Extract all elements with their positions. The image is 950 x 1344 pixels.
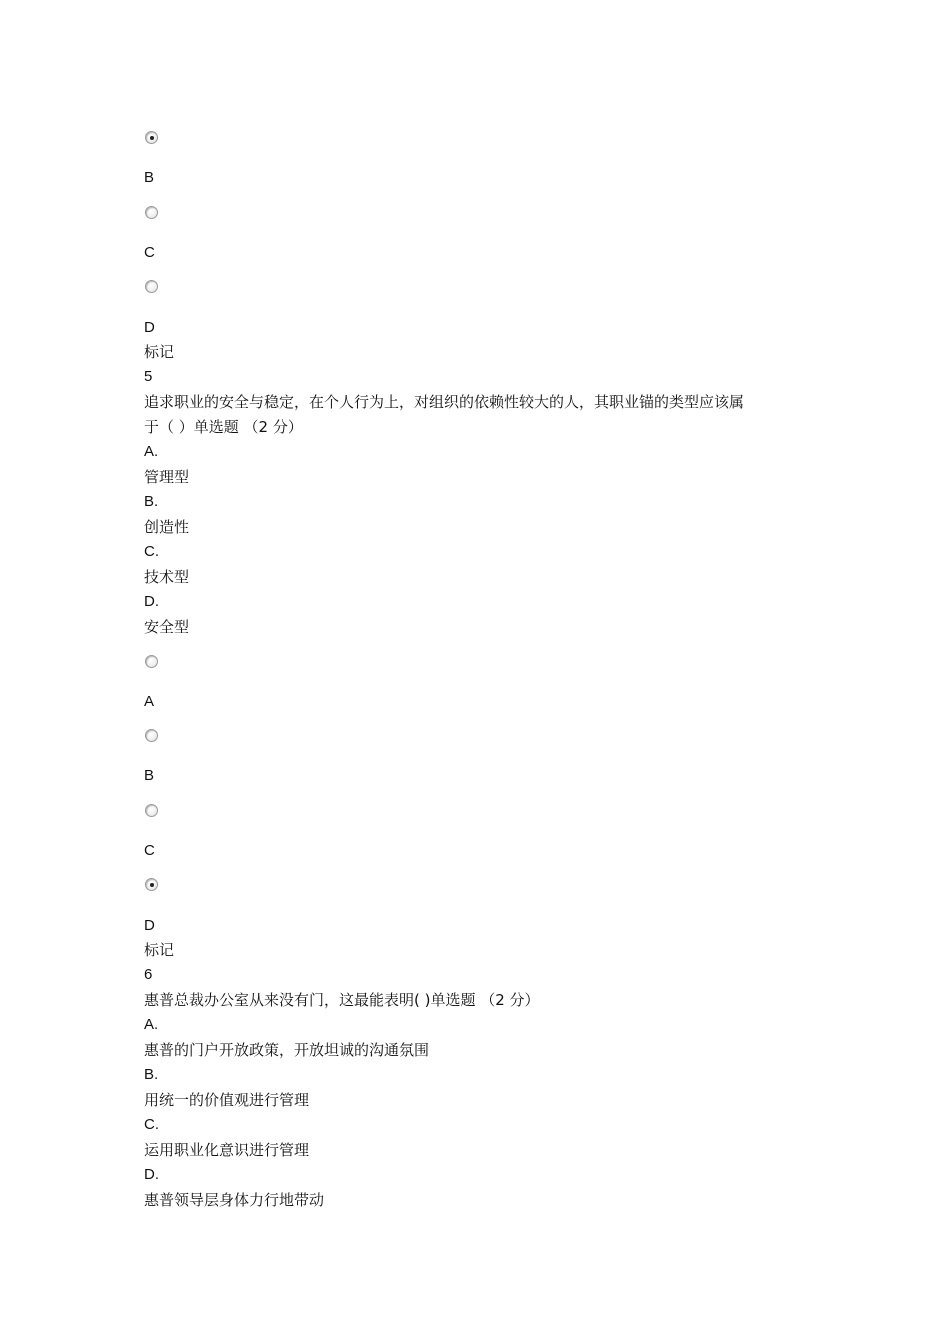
q6-option-d-text: 惠普领导层身体力行地带动: [144, 1191, 325, 1209]
q5-option-b-text: 创造性: [144, 518, 190, 536]
q5-option-a-text: 管理型: [144, 468, 190, 486]
q5-option-d-text: 安全型: [144, 618, 190, 636]
q5-radio-d[interactable]: [145, 878, 158, 891]
q5-option-c-letter: C.: [144, 543, 159, 560]
q5-number: 5: [144, 368, 153, 385]
q5-radio-c[interactable]: [145, 804, 158, 817]
q6-option-a-text: 惠普的门户开放政策，开放坦诚的沟通氛围: [144, 1041, 430, 1059]
q4-mark-label[interactable]: 标记: [144, 343, 175, 361]
q5-option-b-letter: B.: [144, 493, 159, 510]
q6-option-d-letter: D.: [144, 1166, 159, 1183]
q6-option-a-letter: A.: [144, 1016, 159, 1033]
q5-radio-a[interactable]: [145, 655, 158, 668]
q5-radio-b[interactable]: [145, 729, 158, 742]
q4-answer-letter-c: C: [144, 244, 155, 261]
q4-radio-c[interactable]: [145, 280, 158, 293]
q4-answer-letter-b: B: [144, 169, 155, 186]
q6-stem: 惠普总裁办公室从来没有门，这最能表明( )单选题 （2 分）: [144, 991, 540, 1009]
q5-answer-letter-c: C: [144, 842, 155, 859]
q6-option-b-text: 用统一的价值观进行管理: [144, 1091, 310, 1109]
q4-radio-a[interactable]: [145, 131, 158, 144]
q5-option-c-text: 技术型: [144, 568, 190, 586]
q6-option-c-letter: C.: [144, 1116, 159, 1133]
q6-option-b-letter: B.: [144, 1066, 159, 1083]
q5-answer-letter-d: D: [144, 917, 155, 934]
q4-answer-letter-d: D: [144, 319, 155, 336]
q5-option-d-letter: D.: [144, 593, 159, 610]
q5-stem-line1: 追求职业的安全与稳定，在个人行为上，对组织的依赖性较大的人，其职业锚的类型应该属: [144, 393, 745, 411]
q5-stem-line2: 于（ ）单选题 （2 分）: [144, 418, 303, 436]
q5-answer-letter-a: A: [144, 693, 155, 710]
q6-number: 6: [144, 966, 153, 983]
q6-option-c-text: 运用职业化意识进行管理: [144, 1141, 310, 1159]
q4-radio-b[interactable]: [145, 206, 158, 219]
q5-option-a-letter: A.: [144, 443, 159, 460]
q5-answer-letter-b: B: [144, 767, 155, 784]
q5-mark-label[interactable]: 标记: [144, 941, 175, 959]
